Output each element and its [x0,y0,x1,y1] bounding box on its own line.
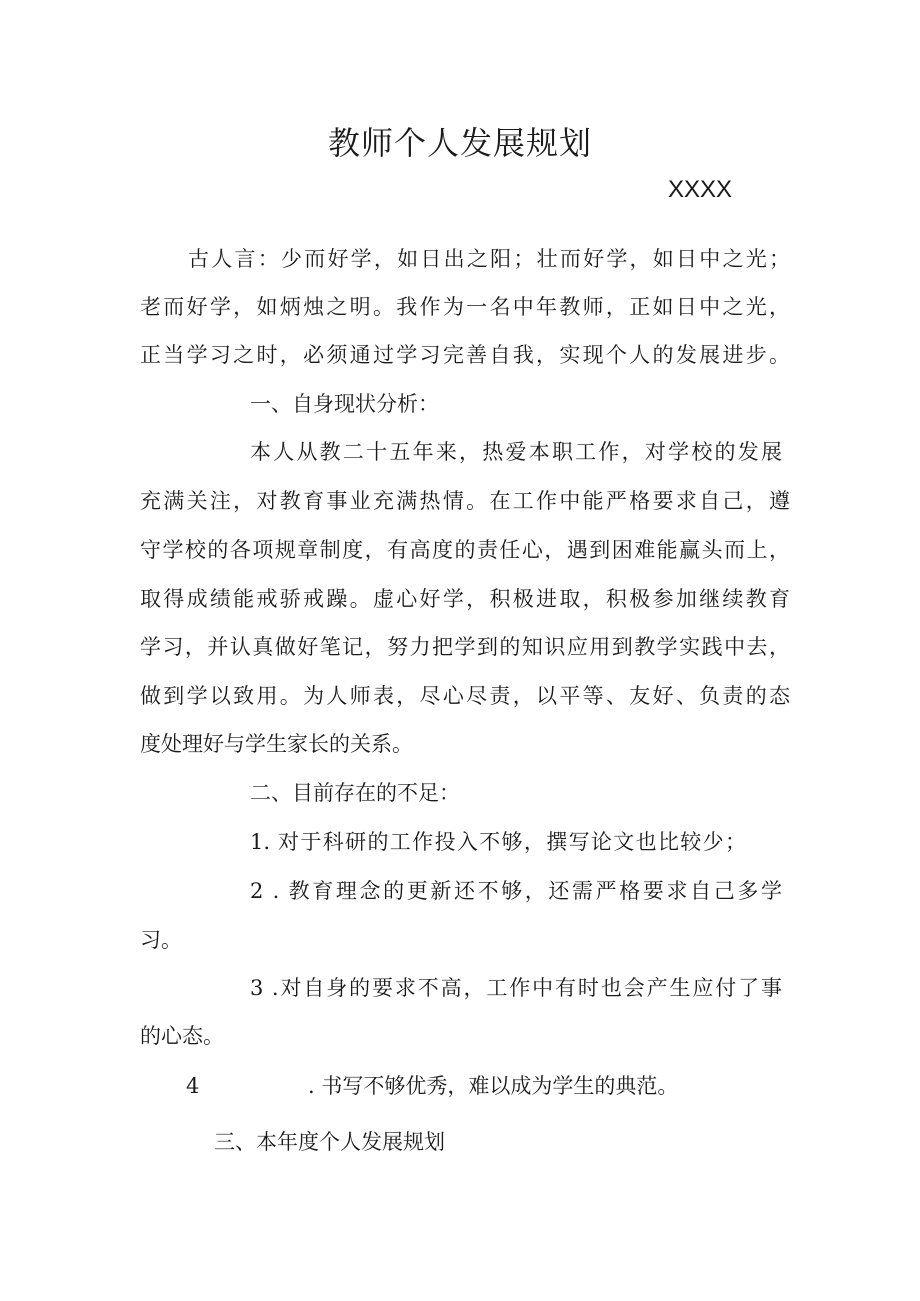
paragraph-line: 学习，并认真做好笔记，努力把学到的知识应用到教学实践中去， [140,635,790,659]
section-heading: 一、自身现状分析： [250,392,439,416]
paragraph-line: 取得成绩能戒骄戒躁。虚心好学，积极进取，积极参加继续教育 [140,587,790,611]
document-title: 教师个人发展规划 [327,124,592,162]
paragraph-line: 本人从教二十五年来，热爱本职工作，对学校的发展 [250,440,782,464]
paragraph-line: 充满关注，对教育事业充满热情。在工作中能严格要求自己，遵 [140,489,790,513]
list-item-number: 4 [186,1074,200,1098]
list-item: 3 .对自身的要求不高，工作中有时也会产生应付了事 [250,976,782,1000]
document-author: XXXX [668,176,733,203]
paragraph-line: 做到学以致用。为人师表，尽心尽责，以平等、友好、负责的态 [140,684,790,708]
list-item: 2 . 教育理念的更新还不够，还需严格要求自己多学 [250,879,782,903]
section-heading: 二、目前存在的不足： [250,781,460,805]
list-item-continuation: 习。 [140,928,182,952]
paragraph-line: 守学校的各项规章制度，有高度的责任心，遇到困难能赢头而上， [140,538,790,562]
list-item-continuation: 的心态。 [140,1024,224,1048]
paragraph-line: 古人言：少而好学，如日出之阳；壮而好学，如日中之光； [188,247,790,271]
list-item: . 书写不够优秀，难以成为学生的典范。 [308,1074,679,1098]
list-item: 1. 对于科研的工作投入不够，撰写论文也比较少； [250,830,746,854]
paragraph-line: 度处理好与学生家长的关系。 [140,732,413,756]
paragraph-line: 正当学习之时，必须通过学习完善自我，实现个人的发展进步。 [140,343,790,367]
section-heading: 三、本年度个人发展规划 [214,1130,445,1154]
paragraph-line: 老而好学，如炳烛之明。我作为一名中年教师，正如日中之光， [140,295,790,319]
